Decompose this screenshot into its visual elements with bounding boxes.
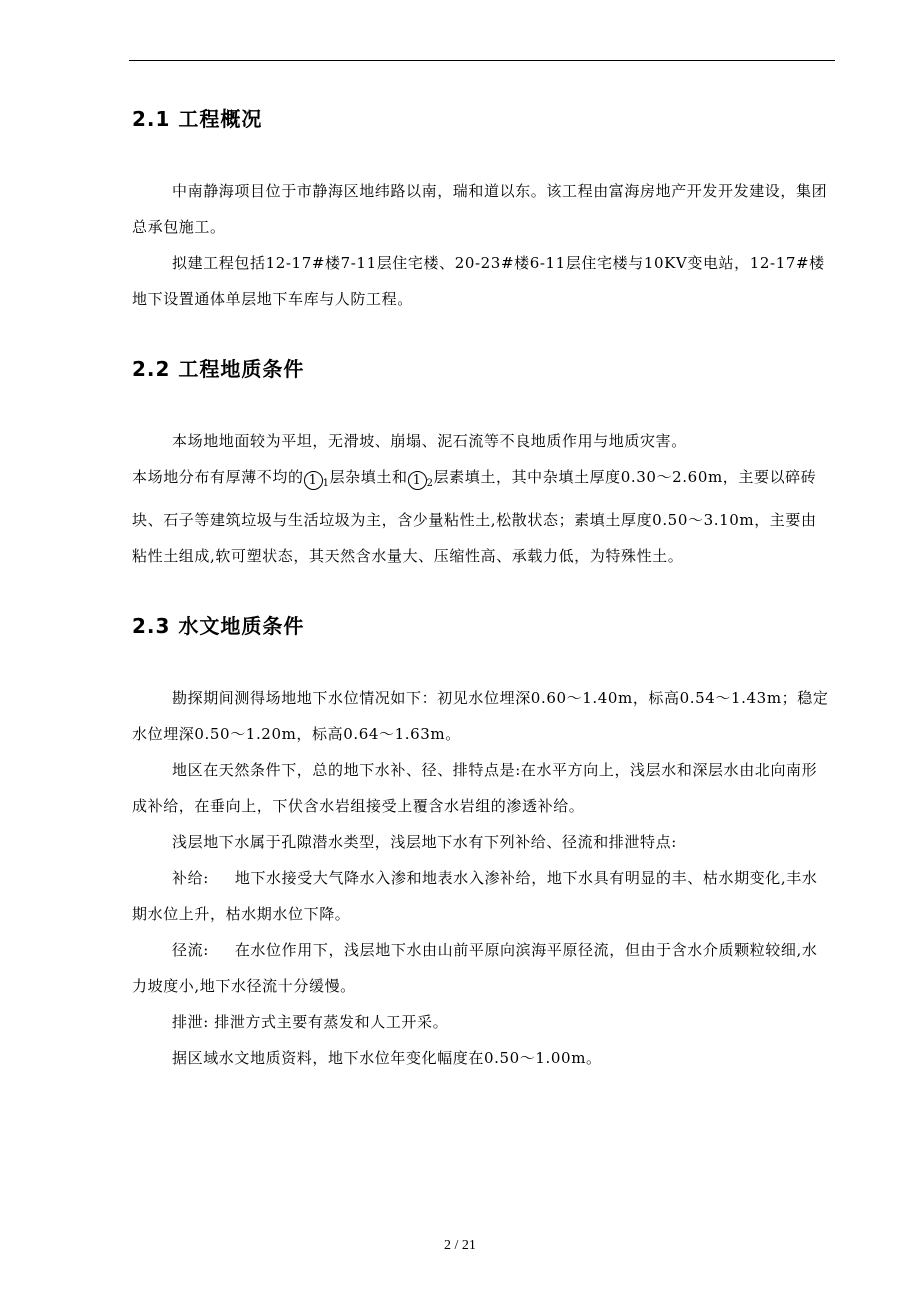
paragraph: 勘探期间测得场地地下水位情况如下：初见水位埋深0.60～1.40m，标高0.54～1.43m；稳定水位埋深0.50～1.20m，标高0.64～1.63m。 (132, 689, 829, 743)
paragraph: 拟建工程包括12-17#楼7-11层住宅楼、20-23#楼6-11层住宅楼与10KV变电站，12-17#楼地下设置通体单层地下车库与人防工程。 (132, 254, 825, 308)
layer-subscript: 2 (426, 478, 434, 489)
paragraph: 地区在天然条件下，总的地下水补、径、排特点是:在水平方向上，浅层水和深层水由北向南形成补给，在垂向上，下伏含水岩组接受上覆含水岩组的渗透补给。 (132, 761, 818, 815)
text-run: 层素填土，其中杂填土厚度0.30～2.60m，主要以碎砖块、石子等建筑垃圾与生活垃圾为主，含少量粘性土,松散状态；素填土厚度0.50～3.10m，主要由粘性土组成,软可塑状态，其天然含水量大、压缩性高、承载力低，为特殊性土。 (132, 468, 817, 565)
runoff-text: 在水位作用下，浅层地下水由山前平原向滨海平原径流，但由于含水介质颗粒较细,水力坡度小,地下水径流十分缓慢。 (132, 941, 818, 995)
paragraph: 浅层地下水属于孔隙潜水类型，浅层地下水有下列补给、径流和排泄特点: (172, 833, 677, 851)
layer-subscript: 1 (322, 478, 330, 489)
discharge-label: 排泄: (172, 1013, 209, 1031)
paragraph: 据区域水文地质资料，地下水位年变化幅度在0.50～1.00m。 (172, 1049, 602, 1067)
section-heading-2-3: 2.3 水文地质条件 (132, 614, 305, 638)
layer-circle-number: 1 (408, 471, 427, 490)
runoff-label: 径流: (172, 941, 209, 959)
paragraph-soil-layers (132, 459, 832, 574)
paragraph-recharge (132, 860, 832, 932)
paragraph-runoff (132, 932, 832, 1004)
layer-circle-number: 1 (304, 471, 323, 490)
recharge-label: 补给: (172, 869, 209, 887)
discharge-text: 排泄方式主要有蒸发和人工开采。 (214, 1013, 449, 1031)
paragraph: 本场地地面较为平坦，无滑坡、崩塌、泥石流等不良地质作用与地质灾害。 (172, 432, 687, 450)
section-heading-2-2: 2.2 工程地质条件 (132, 357, 305, 381)
header-rule (129, 60, 835, 61)
text-run: 本场地分布有厚薄不均的 (132, 468, 304, 486)
paragraph: 中南静海项目位于市静海区地纬路以南，瑞和道以东。该工程由富海房地产开发开发建设，集团总承包施工。 (132, 182, 828, 236)
document-body (132, 105, 832, 1076)
page-number: 2 / 21 (444, 1238, 476, 1253)
text-run: 层杂填土和 (329, 468, 408, 486)
paragraph-discharge (132, 1004, 832, 1040)
recharge-text: 地下水接受大气降水入渗和地表水入渗补给，地下水具有明显的丰、枯水期变化,丰水期水位上升，枯水期水位下降。 (132, 869, 818, 923)
section-heading-2-1: 2.1 工程概况 (132, 107, 263, 131)
